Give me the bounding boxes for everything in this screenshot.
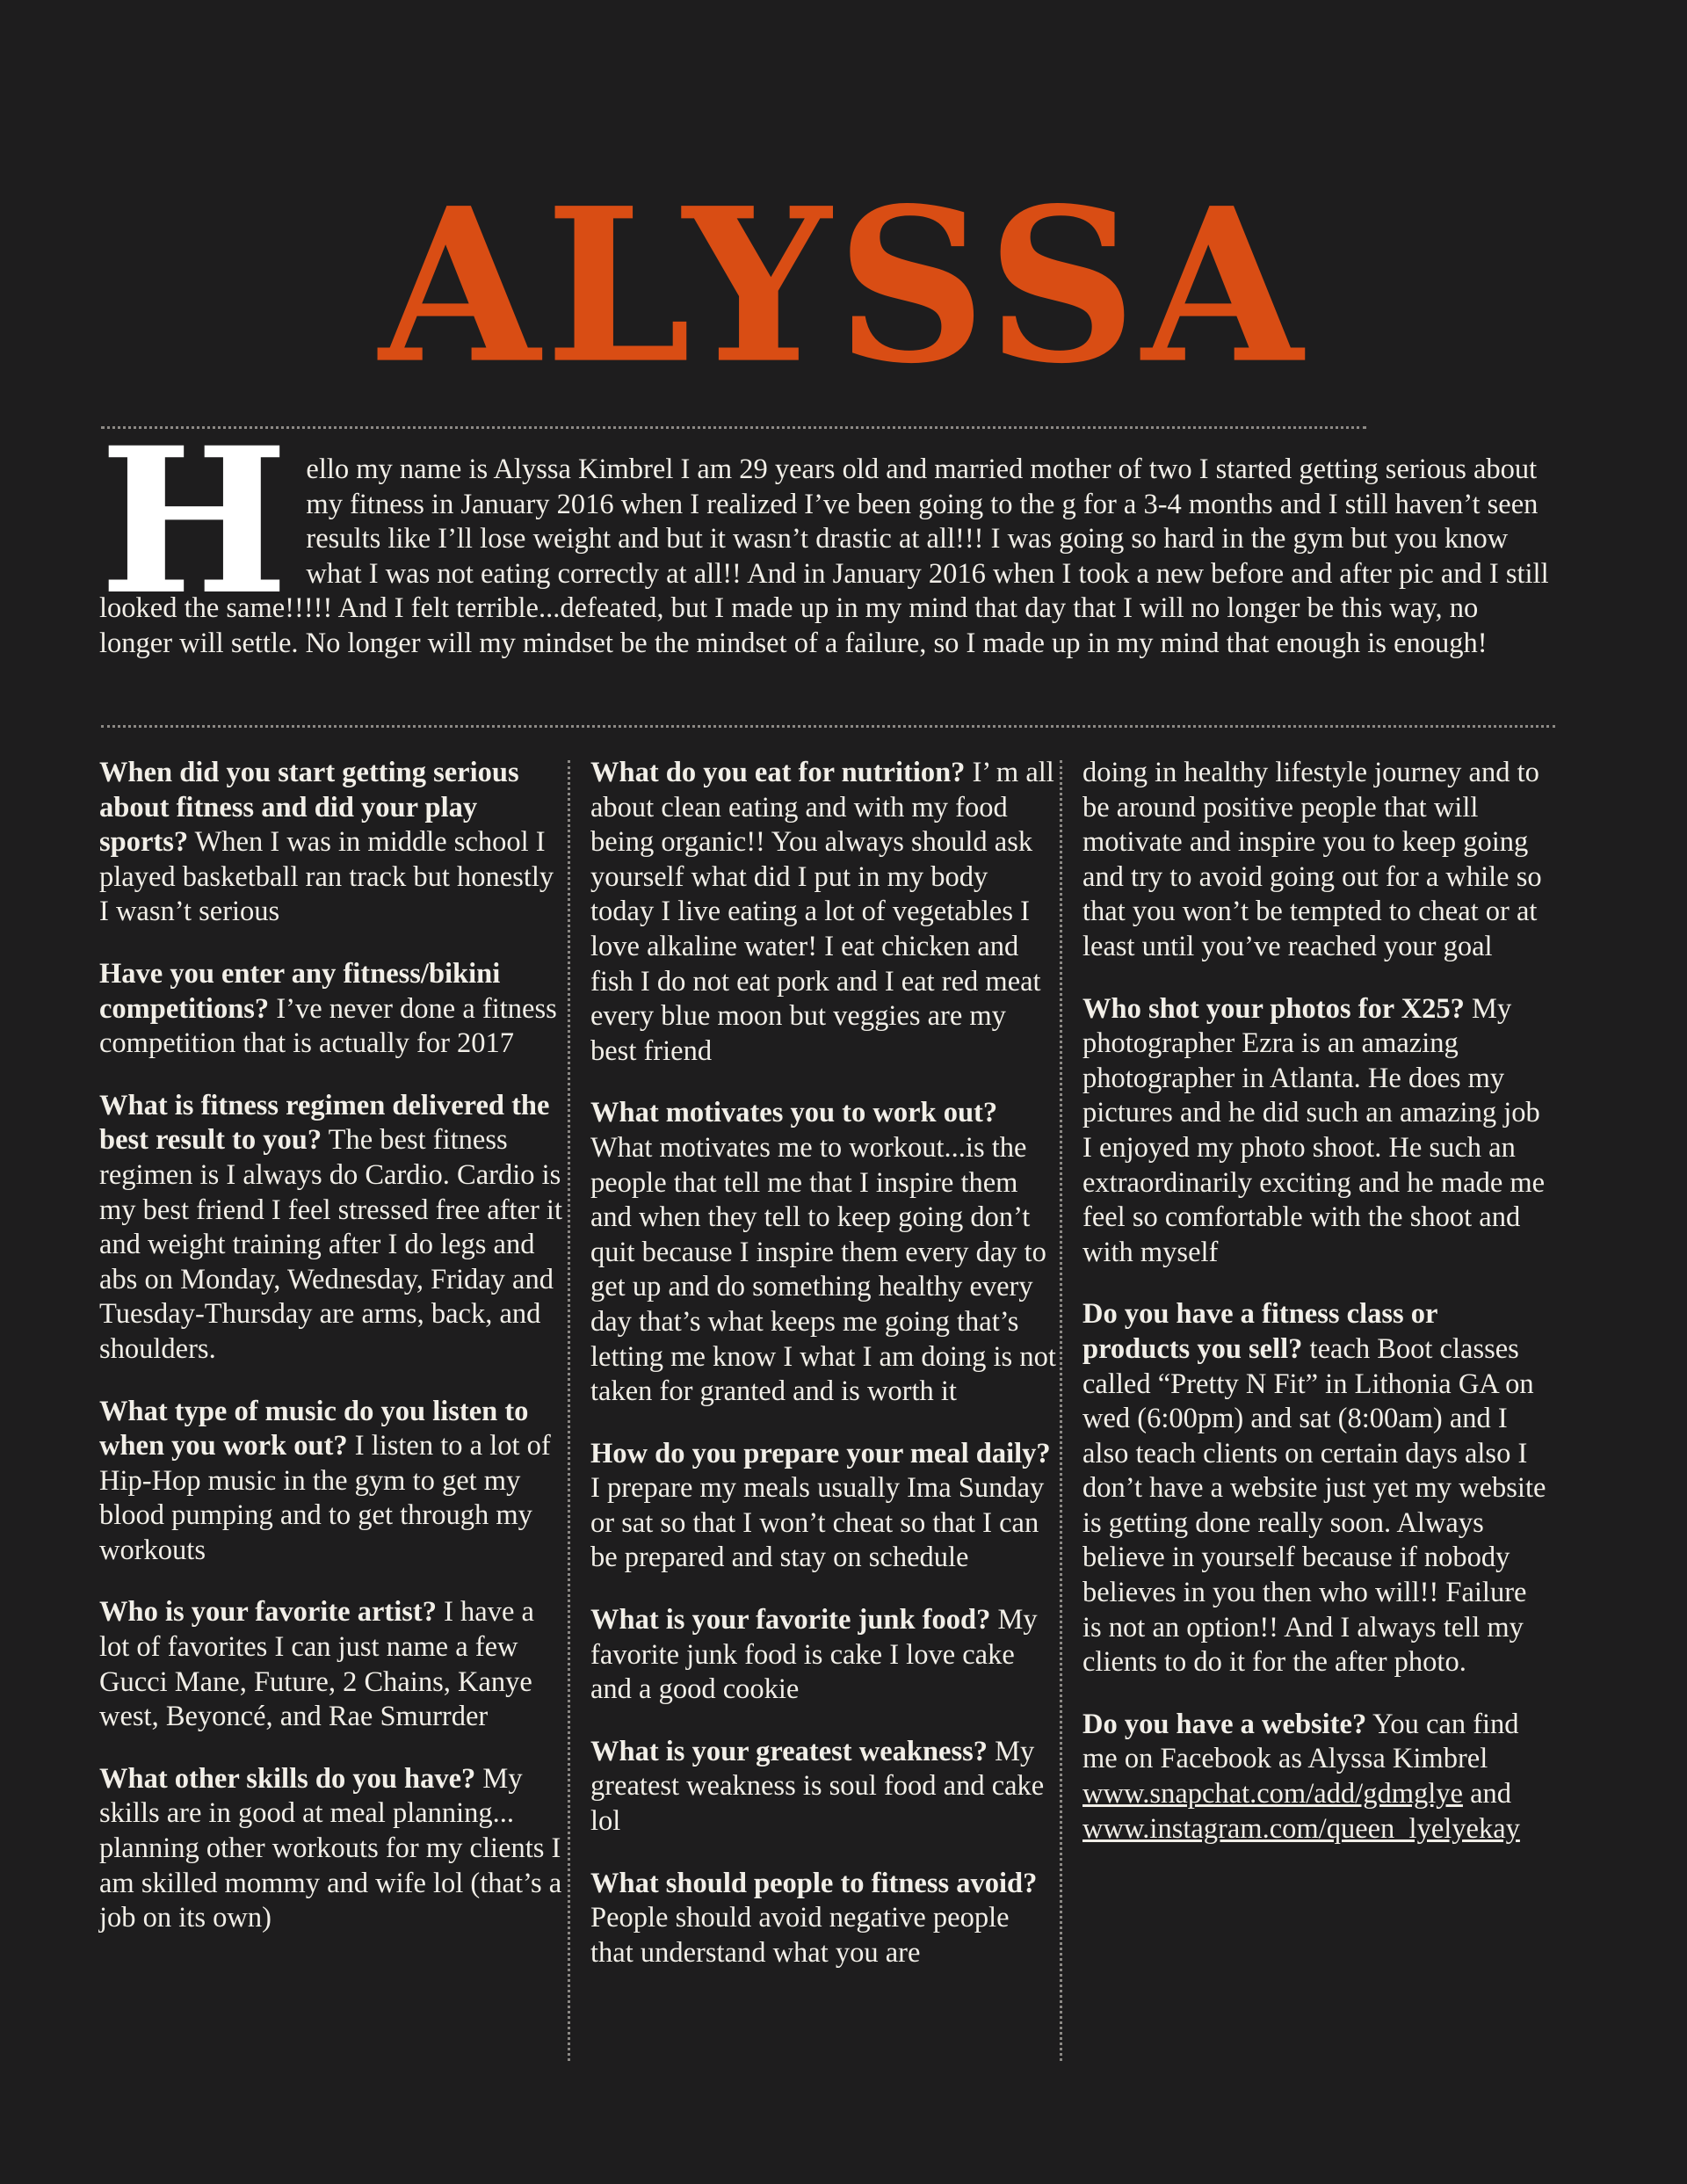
qa-item: [99, 1762, 565, 1936]
question: Do you have a website?: [1082, 1708, 1367, 1740]
question: What is your favorite junk food?: [590, 1604, 991, 1636]
qa-item-website: [1082, 1708, 1548, 1847]
question: What do you eat for nutrition?: [590, 757, 966, 788]
question: Do you have a fitness class or products you sell?: [1082, 1298, 1437, 1365]
question: What type of music do you listen to when you work out?: [99, 1395, 529, 1462]
column-divider-1: [568, 760, 570, 2061]
question: What motivates you to work out?: [590, 1097, 998, 1129]
qa-item: [590, 1867, 1056, 1971]
qa-item: [1082, 992, 1548, 1271]
question: Who shot your photos for X25?: [1082, 992, 1465, 1025]
qa-item: [99, 1395, 565, 1569]
qa-item: [590, 1437, 1056, 1576]
answer-continuation: doing in healthy lifestyle journey and to be around positive people that will motivate and inspire you to keep going and try to avoid going out for a while so that you won’t be tempted to cheat or at least until you’ve reached your goal: [1082, 757, 1542, 962]
answer: I’ m all about clean eating and with my food being organic!! You always should ask yourself what did I put in my body today I live eating a lot of vegetables I love alkaline water! I eat chicken and fish I do not eat pork and I eat red meat every blue moon but veggies are my best friend: [590, 757, 1054, 1067]
qa-item: [99, 756, 565, 930]
question: What other skills do you have?: [99, 1762, 476, 1795]
qa-item: [590, 1735, 1056, 1839]
page-title: ALYSSA: [379, 161, 1308, 410]
answer: I have a lot of favorites I can just name a few Gucci Mane, Future, 2 Chains, Kanye west, Beyoncé, and Rae Smurrder: [99, 1596, 534, 1733]
answer: What motivates me to workout...is the people that tell me that I inspire them and when they tell to keep going don’t quit because I inspire them every day to get up and do something healthy every day that’s what keeps me going that’s letting me know I what I am doing is not taken for granted and is worth it: [590, 1131, 1056, 1408]
column-divider-2: [1060, 760, 1062, 2061]
column-1: [99, 756, 565, 1963]
question: When did you start getting serious about fitness and did your play sports?: [99, 757, 519, 859]
qa-item: [590, 1603, 1056, 1708]
answer: I prepare my meals usually Ima Sunday or sat so that I won’t cheat so that I can be prepared and stay on schedule: [590, 1472, 1045, 1574]
answer: When I was in middle school I played basketball ran track but honestly I wasn’t serious: [99, 826, 554, 928]
qa-item: [99, 1089, 565, 1368]
answer: The best fitness regimen is I always do Cardio. Cardio is my best friend I feel stressed free after it and weight training after I do legs and abs on Monday, Wednesday, Friday and Tuesday-Thursday are arms, back, and shoulders.: [99, 1124, 562, 1365]
question: What is fitness regimen delivered the best result to you?: [99, 1089, 550, 1157]
qa-item: [590, 756, 1056, 1069]
question: Have you enter any fitness/bikini competitions?: [99, 957, 501, 1025]
question: Who is your favorite artist?: [99, 1596, 437, 1629]
qa-item: [1082, 1297, 1548, 1680]
instagram-link[interactable]: www.instagram.com/queen_lyelyekay: [1082, 1812, 1520, 1845]
column-2: [590, 756, 1056, 1998]
answer: I listen to a lot of Hip-Hop music in the gym to get my blood pumping and to get through my workouts: [99, 1430, 551, 1566]
intro-paragraph: [99, 403, 1553, 661]
qa-item: [99, 957, 565, 1062]
drop-cap: H: [99, 403, 289, 639]
answer: You can find me on Facebook as Alyssa Kimbrel: [1082, 1708, 1519, 1775]
answer: I’ve never done a fitness competition that is actually for 2017: [99, 992, 557, 1060]
qa-item: [99, 1595, 565, 1734]
question: How do you prepare your meal daily?: [590, 1437, 1051, 1469]
answer: People should avoid negative people that understand what you are: [590, 1902, 1010, 1969]
dotted-divider-middle: [101, 725, 1555, 728]
answer: My favorite junk food is cake I love cake and a good cookie: [590, 1604, 1038, 1706]
answer: teach Boot classes called “Pretty N Fit” in Lithonia GA on wed (6:00pm) and sat (8:00am) and I also teach clients on certain days also I don’t have a website just yet my website is getting done really soon. Always believe in yourself because if nobody believes in you then who will!! Failure is not an option!! And I always tell my clients to do it for the after photo.: [1082, 1332, 1546, 1679]
answer: My skills are in good at meal planning... planning other workouts for my clients I am skilled mommy and wife lol (that’s a job on its own): [99, 1762, 562, 1934]
answer-and: and: [1462, 1778, 1511, 1810]
answer: My greatest weakness is soul food and cake lol: [590, 1735, 1045, 1838]
question: What is your greatest weakness?: [590, 1735, 988, 1767]
column-3: [1082, 756, 1548, 1874]
question: What should people to fitness avoid?: [590, 1867, 1038, 1899]
intro-text: ello my name is Alyssa Kimbrel I am 29 years old and married mother of two I started getting serious about my fitness in January 2016 when I realized I’ve been going to the g for a 3-4 months and I still haven’t seen results like I’ll lose weight and but it wasn’t drastic at all!!! I was going so hard in the gym but you know what I was not eating correctly at all!! And in January 2016 when I took a new before and after pic and I still looked the same!!!!! And I felt terrible...defeated, but I made up in my mind that day that I will no longer be this way, no longer will settle. No longer will my mindset be the mindset of a failure, so I made up in my mind that enough is enough!: [99, 453, 1549, 659]
snapchat-link[interactable]: www.snapchat.com/add/gdmglye: [1082, 1778, 1463, 1810]
dotted-divider-top: [101, 426, 1366, 429]
qa-item: [590, 1096, 1056, 1409]
answer: My photographer Ezra is an amazing photographer in Atlanta. He does my pictures and he did such an amazing job I enjoyed my photo shoot. He such an extraordinarily exciting and he made me feel so comfortable with the shoot and with myself: [1082, 992, 1546, 1268]
